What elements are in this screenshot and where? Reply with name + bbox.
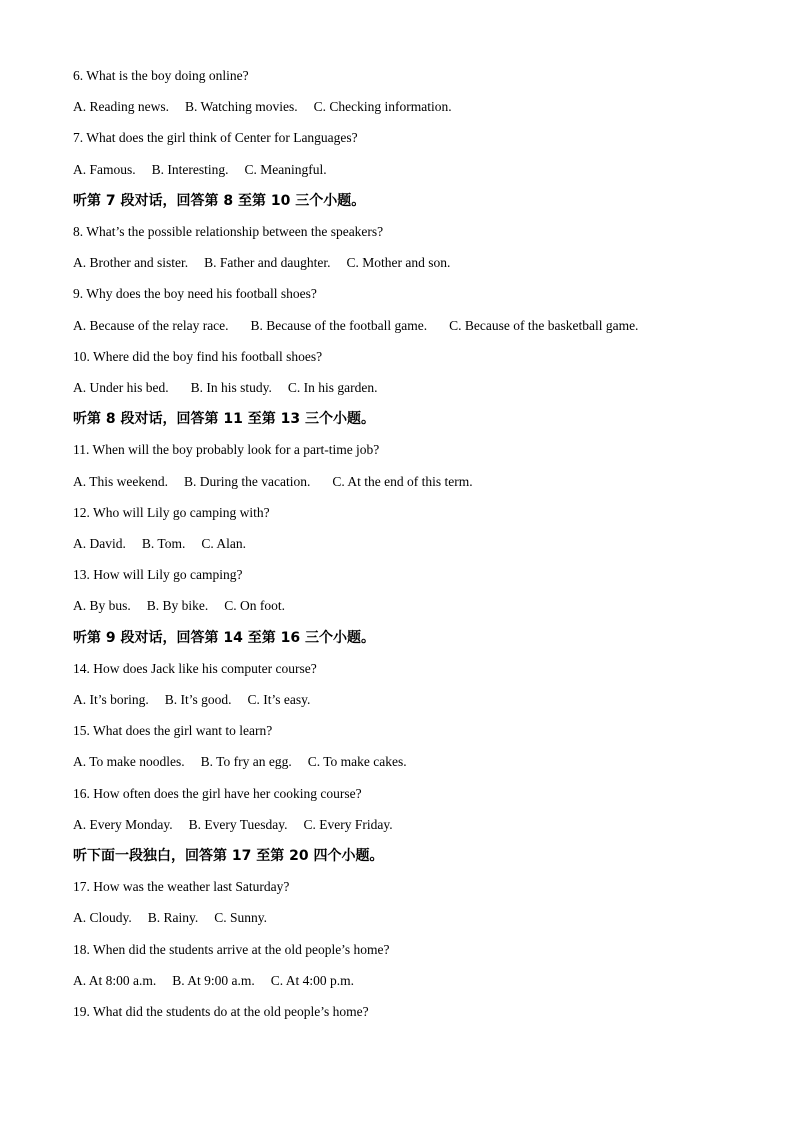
question-text: 19. What did the students do at the old people’s home? xyxy=(73,1004,369,1019)
answer-options xyxy=(73,162,327,178)
section-heading: 听第 7 段对话，回答第 8 至第 10 三个小题。 xyxy=(73,192,366,209)
answer-option: C. Every Friday. xyxy=(303,816,393,832)
answer-option: A. Every Monday. xyxy=(73,816,173,832)
answer-option: B. Because of the football game. xyxy=(250,317,428,333)
answer-options xyxy=(73,598,285,614)
section-heading: 听第 9 段对话，回答第 14 至第 16 三个小题。 xyxy=(73,629,375,646)
answer-option: A. This weekend. xyxy=(73,473,168,489)
answer-options xyxy=(73,817,393,833)
answer-option: A. Because of the relay race. xyxy=(73,317,229,333)
answer-option: A. Famous. xyxy=(73,161,136,177)
answer-options xyxy=(73,318,638,334)
answer-option: B. Watching movies. xyxy=(184,99,298,115)
answer-options xyxy=(73,380,377,396)
answer-option: C. On foot. xyxy=(224,598,286,614)
question-text: 17. How was the weather last Saturday? xyxy=(73,879,290,895)
question-text: 10. Where did the boy find his football shoes? xyxy=(73,348,323,364)
answer-options xyxy=(73,255,450,271)
answer-option: B. Father and daughter. xyxy=(204,255,331,271)
answer-option: C. To make cakes. xyxy=(307,754,407,770)
question-text: 11. When will the boy probably look for a part-time job? xyxy=(73,442,380,458)
answer-options xyxy=(73,692,310,708)
answer-options xyxy=(73,754,407,770)
question-text: 18. When did the students arrive at the old people’s home? xyxy=(73,941,390,957)
answer-option: C. At 4:00 p.m. xyxy=(270,972,355,988)
answer-option: B. By bike. xyxy=(146,598,209,614)
answer-option: A. Brother and sister. xyxy=(73,255,189,271)
question-text: 13. How will Lily go camping? xyxy=(73,567,243,583)
question-text: 7. What does the girl think of Center for Languages? xyxy=(73,130,358,146)
question-text: 8. What’s the possible relationship between the speakers? xyxy=(73,224,384,239)
answer-options xyxy=(73,99,452,115)
answer-options xyxy=(73,910,267,926)
answer-option: C. Checking information. xyxy=(313,99,452,115)
answer-option: A. Cloudy. xyxy=(73,910,132,926)
answer-option: B. Tom. xyxy=(141,536,186,551)
answer-option: B. Interesting. xyxy=(151,161,229,177)
answer-option: A. Under his bed. xyxy=(73,380,169,395)
answer-option: B. At 9:00 a.m. xyxy=(172,972,255,988)
answer-option: A. At 8:00 a.m. xyxy=(73,972,157,988)
answer-option: A. To make noodles. xyxy=(73,754,185,770)
answer-option: C. At the end of this term. xyxy=(332,473,473,489)
section-heading: 听第 8 段对话，回答第 11 至第 13 三个小题。 xyxy=(73,411,375,428)
section-heading: 听下面一段独白，回答第 17 至第 20 四个小题。 xyxy=(73,848,384,864)
answer-option: B. In his study. xyxy=(190,380,272,395)
answer-option: C. It’s easy. xyxy=(247,692,311,707)
answer-option: B. Every Tuesday. xyxy=(188,816,288,832)
answer-option: C. Sunny. xyxy=(214,910,268,926)
answer-option: A. It’s boring. xyxy=(73,692,149,707)
answer-option: C. Meaningful. xyxy=(244,161,327,177)
answer-option: A. By bus. xyxy=(73,598,131,614)
answer-option: B. Rainy. xyxy=(147,910,199,926)
answer-option: A. David. xyxy=(73,536,126,551)
question-text: 9. Why does the boy need his football shoes? xyxy=(73,286,317,302)
answer-option: C. In his garden. xyxy=(287,380,378,395)
answer-option: A. Reading news. xyxy=(73,99,169,115)
question-text: 14. How does Jack like his computer course? xyxy=(73,660,317,676)
question-text: 15. What does the girl want to learn? xyxy=(73,723,273,739)
answer-options xyxy=(73,973,354,989)
answer-option: C. Alan. xyxy=(201,536,246,551)
answer-option: B. To fry an egg. xyxy=(200,754,292,770)
question-text: 6. What is the boy doing online? xyxy=(73,68,249,83)
answer-option: C. Mother and son. xyxy=(346,255,451,271)
question-text: 12. Who will Lily go camping with? xyxy=(73,504,270,520)
answer-option: B. It’s good. xyxy=(164,692,232,707)
question-text: 16. How often does the girl have her cooking course? xyxy=(73,785,362,801)
answer-option: B. During the vacation. xyxy=(183,473,311,489)
answer-options xyxy=(73,536,246,552)
answer-options xyxy=(73,474,473,490)
answer-option: C. Because of the basketball game. xyxy=(449,317,639,333)
